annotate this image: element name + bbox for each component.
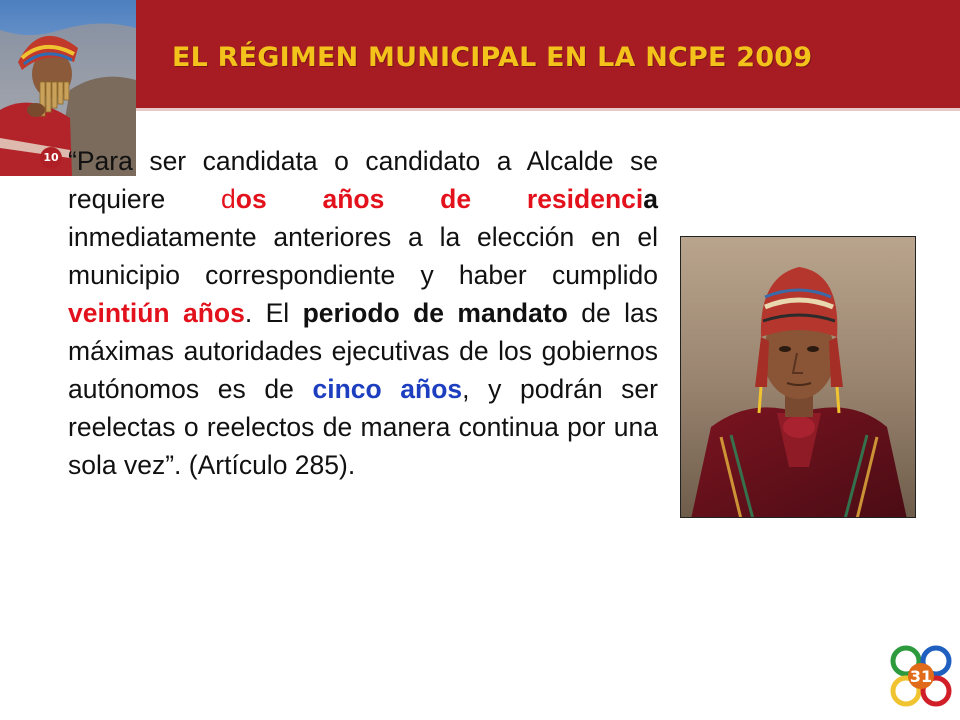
header-divider (0, 108, 960, 111)
quote-highlight-blue: cinco años (312, 374, 463, 404)
quote-highlight-red: d (221, 184, 236, 214)
andean-man-photo (681, 237, 916, 518)
logo-icon (888, 643, 954, 709)
quote-highlight-red: os años de residenci (235, 184, 644, 214)
quote-text: . El (244, 298, 303, 328)
quote-text: de las máximas autoridades ejecutivas de los gobiernos autónomos es de (68, 298, 658, 404)
quote-text: inmediatamente anteriores a la elección en el municipio correspondiente y haber cumplido (68, 222, 658, 290)
article-quote (68, 142, 658, 484)
quote-text: “Para ser candidata o candidato a Alcalde se requiere (68, 146, 658, 214)
quote-text-bold: a (643, 184, 658, 214)
logo-text: 31 (909, 667, 933, 686)
numbered-bullet-icon: 10 (40, 147, 62, 169)
quote-highlight-red: veintiún años (68, 298, 245, 328)
quote-text: , y podrán ser reelectas o reelectos de manera continua por una sola vez”. (Artículo 285). (68, 374, 658, 480)
slide-title: EL RÉGIMEN MUNICIPAL EN LA NCPE 2009 (172, 42, 813, 73)
quote-text-bold: periodo de mandato (302, 298, 568, 328)
portrait-image (680, 236, 916, 518)
